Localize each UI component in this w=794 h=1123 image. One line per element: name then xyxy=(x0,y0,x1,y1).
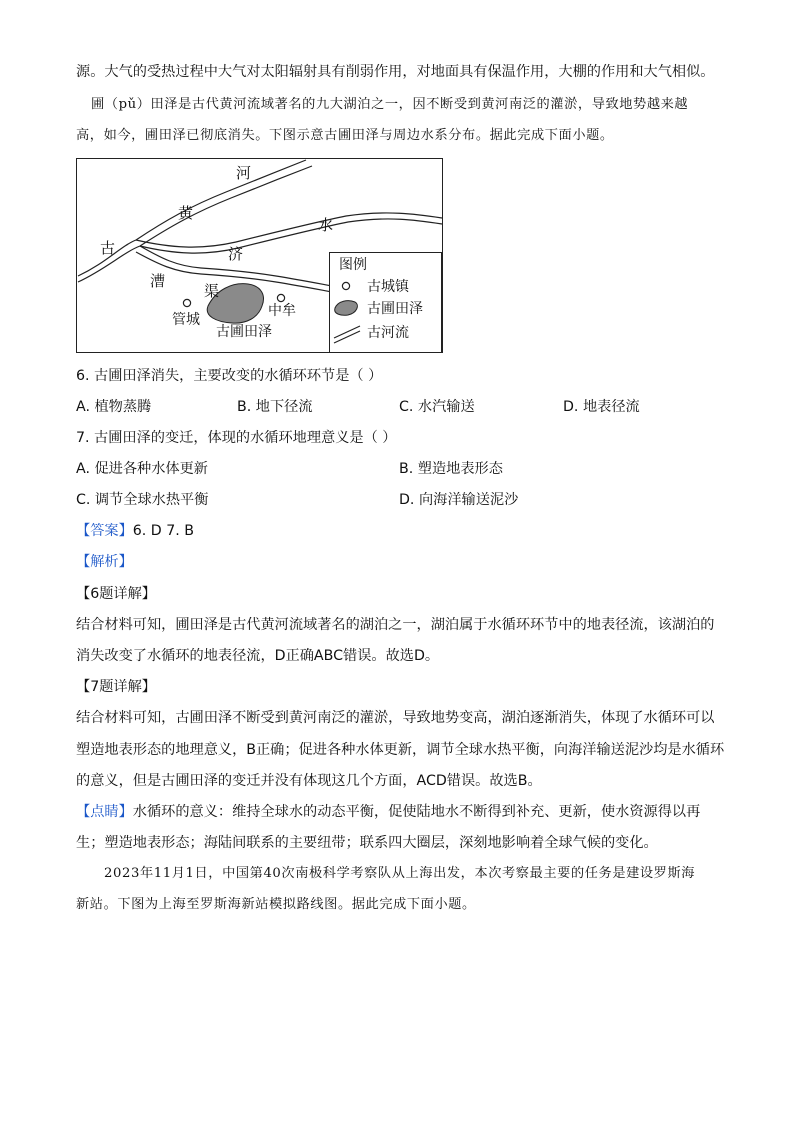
label-he: 河 xyxy=(236,164,252,182)
passage1-line2: 高，如今，圃田泽已彻底消失。下图示意古圃田泽与周边水系分布。据此完成下面小题。 xyxy=(76,128,614,143)
answer-tag: 【答案】 xyxy=(76,523,133,539)
yellow-river-south-bank xyxy=(78,166,312,282)
label-zhongmou: 中牟 xyxy=(268,303,296,319)
legend-town-label: 古城镇 xyxy=(367,279,409,295)
q7-option-c[interactable]: C. 调节全球水热平衡 xyxy=(76,492,209,508)
answer-line xyxy=(76,521,194,541)
answer-text: 6. D 7. B xyxy=(132,523,195,539)
q6-stem xyxy=(76,366,382,386)
map-figure xyxy=(76,158,444,354)
passage2-line2: 新站。下图为上海至罗斯海新站模拟路线图。据此完成下面小题。 xyxy=(76,897,476,912)
label-qu: 渠 xyxy=(204,282,220,300)
analysis-tag: 【解析】 xyxy=(76,554,133,570)
jishui-south-bank xyxy=(140,219,442,253)
legend-river-label: 古河流 xyxy=(367,325,409,341)
dianjing-tag: 【点睛】 xyxy=(76,804,133,820)
d6-line2: 消失改变了水循环的地表径流，D正确ABC错误。故选D。 xyxy=(76,648,440,664)
legend-lake-label: 古圃田泽 xyxy=(367,301,423,317)
q7-option-b[interactable]: B. 塑造地表形态 xyxy=(399,461,503,477)
d7-line1: 结合材料可知，古圃田泽不断受到黄河南泛的灌淤，导致地势变高，湖泊逐渐消失，体现了水循环可以 xyxy=(76,710,715,726)
label-guancheng: 管城 xyxy=(172,312,200,328)
q6-option-d[interactable]: D. 地表径流 xyxy=(563,399,640,415)
label-cao: 漕 xyxy=(150,272,166,290)
q7-option-a[interactable]: A. 促进各种水体更新 xyxy=(76,461,208,477)
q6-option-c[interactable]: C. 水汽输送 xyxy=(399,399,475,415)
label-gu: 古 xyxy=(100,239,116,257)
dianjing-line1 xyxy=(76,802,700,822)
zhongmou-town-marker xyxy=(277,294,284,301)
label-ji: 济 xyxy=(228,245,244,263)
legend-title: 图例 xyxy=(339,257,367,273)
q7-stem: 7. 古圃田泽的变迁，体现的水循环地理意义是（ ） xyxy=(76,430,397,446)
d7-tag: 【7题详解】 xyxy=(76,679,156,695)
q6-option-a[interactable]: A. 植物蒸腾 xyxy=(76,399,152,415)
q6-option-b[interactable]: B. 地下径流 xyxy=(237,399,313,415)
label-shui: 水 xyxy=(318,216,334,234)
guancheng-town-marker xyxy=(183,299,190,306)
d6-line1: 结合材料可知，圃田泽是古代黄河流域著名的湖泊之一，湖泊属于水循环环节中的地表径流，该湖泊的 xyxy=(76,617,715,633)
d7-line3: 的意义，但是古圃田泽的变迁并没有体现这几个方面，ACD错误。故选B。 xyxy=(76,773,542,789)
d6-tag: 【6题详解】 xyxy=(76,586,156,602)
dianjing-line2: 生；塑造地表形态；海陆间联系的主要纽带；联系四大圈层，深刻地影响着全球气候的变化。 xyxy=(76,835,658,851)
label-huang: 黄 xyxy=(178,204,194,222)
d7-line2: 塑造地表形态的地理意义，B正确；促进各种水体更新，调节全球水热平衡，向海洋输送泥沙均是水循环 xyxy=(76,742,725,758)
intro-line: 源。大气的受热过程中大气对太阳辐射具有削弱作用，对地面具有保温作用，大棚的作用和大气相似。 xyxy=(76,64,715,80)
passage2-line1: 2023年11月1日，中国第40次南极科学考察队从上海出发，本次考察最主要的任务是建设罗斯海 xyxy=(104,866,696,881)
passage1-line1: 圃（pǔ）田泽是古代黄河流域著名的九大湖泊之一，因不断受到黄河南泛的灌淤，导致地势越来越 xyxy=(91,97,689,112)
q7-option-d[interactable]: D. 向海洋输送泥沙 xyxy=(399,492,519,508)
dianjing-text1: 水循环的意义：维持全球水的动态平衡，促使陆地水不断得到补充、更新，使水资源得以再 xyxy=(132,804,701,820)
legend-town-symbol xyxy=(342,282,349,289)
label-lake: 古圃田泽 xyxy=(216,324,272,340)
q6-stem-text: 6. 古圃田泽消失，主要改变的水循环环节是（ ） xyxy=(76,368,383,384)
